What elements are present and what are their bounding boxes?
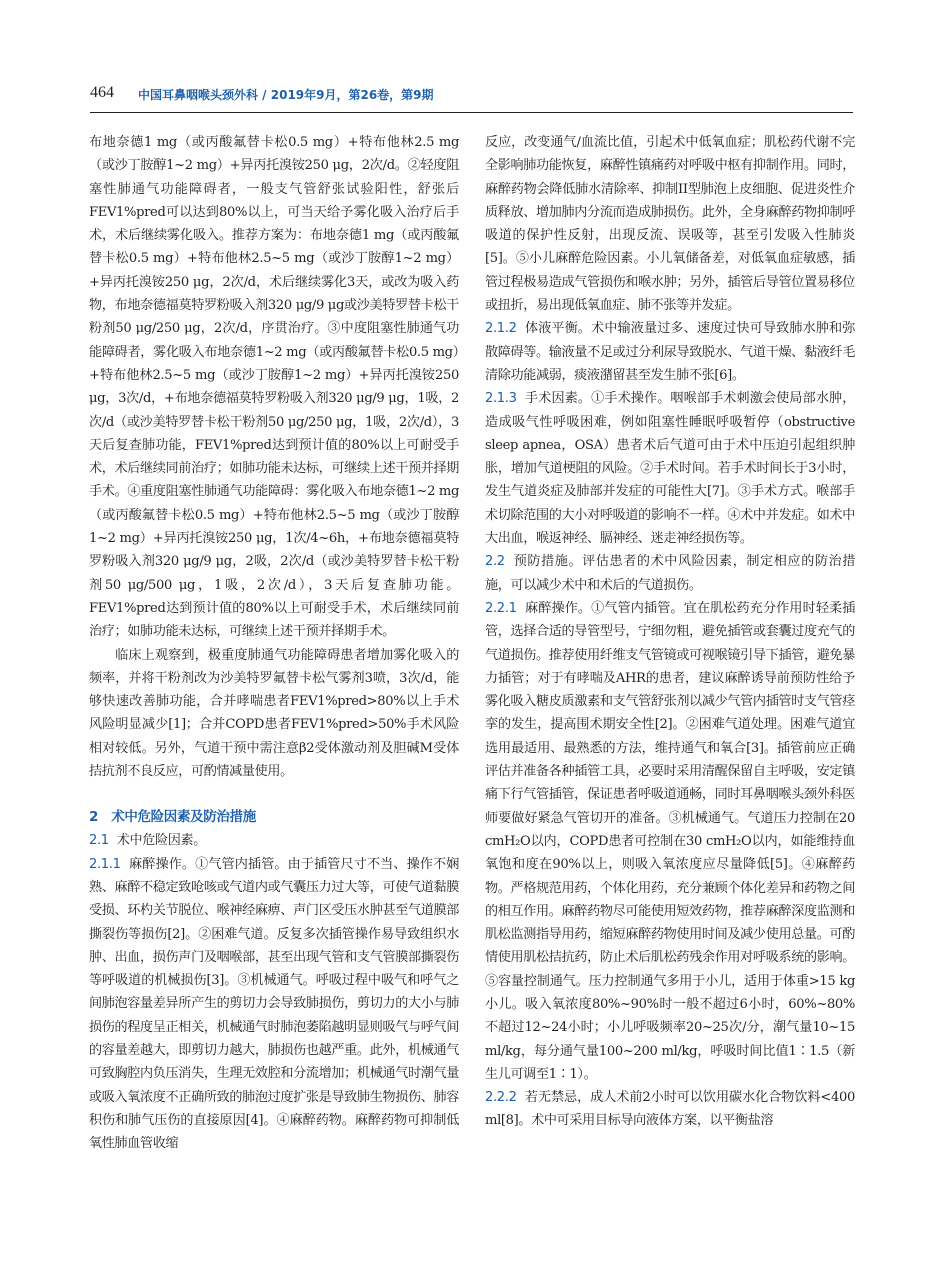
- subsection-text: 体液平衡。术中输液量过多、速度过快可导致肺水肿和弥散障碍等。输液量不足或过分利尿导致脱水、气道干燥、黏液纤毛清除功能减弱，痰液潴留甚至发生肺不张[6]。: [485, 321, 855, 383]
- subsection-number: 2.1: [89, 833, 109, 849]
- left-column: [89, 131, 459, 1155]
- subsection-number: 2.1.3: [485, 391, 517, 407]
- subsection-text: 麻醉操作。①气管内插管。宜在肌松药充分作用时轻柔插管，选择合适的导管型号，宁细勿粗，避免插管或套囊过度充气的气道损伤。推荐使用纤维支气管镜或可视喉镜引导下插管，避免暴力插管；对于有哮喘及AHR的患者，建议麻醉诱导前预防性给予雾化吸入糖皮质激素和支气管舒张剂以减少气管内插管时支气管痉挛的发生，提高围术期安全性[2]。②困难气道处理。困难气道宜选用最适用、最熟悉的方法，维持通气和氧合[3]。插管前应正确评估并准备各种插管工具，必要时采用清醒保留自主呼吸，安定镇痛下行气管插管，保证患者呼吸道通畅，同时耳鼻咽喉头颈外科医师要做好紧急气管切开的准备。③机械通气。气道压力控制在20 cmH₂O以内，COPD患者可控制在30 cmH₂O以内，如能维持血氧饱和度在90%以上，则吸入氧浓度应尽量降低[5]。④麻醉药物。严格规范用药，个体化用药，充分兼顾个体化差异和药物之间的相互作用。麻醉药物尽可能使用短效药物，推荐麻醉深度监测和肌松监测指导用药，缩短麻醉药物使用时间及减少使用总量。可酌情使用肌松拮抗药，防止术后肌松药残余作用对呼吸系统的影响。⑤容量控制通气。压力控制通气多用于小儿，适用于体重>15 kg小儿。吸入氧浓度80%~90%时一般不超过6小时，60%~80%不超过12~24小时；小儿呼吸频率20~25次/分，潮气量10~15 ml/kg，每分通气量100~200 ml/kg，呼吸时间比值1∶1.5（新生儿可调至1∶1）。: [485, 600, 855, 1082]
- paragraph-anesthesia-continued: 反应，改变通气/血流比值，引起术中低氧血症；肌松药代谢不完全影响肺功能恢复，麻醉性镇痛药对呼吸中枢有抑制作用。同时，麻醉药物会降低肺水清除率、抑制II型肺泡上皮细胞、促进炎性介质释放、增加肺内分流而造成肺损伤。此外，全身麻醉药物抑制呼吸道的保护性反射，出现反流、误吸等，甚至引发吸入性肺炎[5]。⑤小儿麻醉危险因素。小儿氧储备差，对低氧血症敏感，插管过程极易造成气管损伤和喉水肿；另外，插管后导管位置易移位或扭折，易出现低氧血症、肺不张等并发症。: [485, 135, 855, 314]
- subsection-2-1-3: [485, 387, 855, 550]
- subsection-2-2-1: [485, 597, 855, 1086]
- subsection-number: 2.2.1: [485, 600, 517, 616]
- subsection-text: 术中危险因素。: [116, 833, 206, 849]
- subsection-2-1: [89, 829, 459, 852]
- subsection-text: 若无禁忌，成人术前2小时可以饮用碳水化合物饮料<400 ml[8]。术中可采用目标导向液体方案，以平衡盐溶: [485, 1090, 855, 1129]
- header-rule: [90, 112, 853, 113]
- paragraph-intervention-regimens: 布地奈德1 mg（或丙酸氟替卡松0.5 mg）+特布他林2.5 mg（或沙丁胺醇1~2 mg）+异丙托溴铵250 μg，2次/d。②轻度阻塞性肺通气功能障碍者，一般支气管舒张试验阳性，舒张后FEV1%pred可以达到80%以上，可当天给予雾化吸入治疗后手术，术后继续雾化吸入。推荐方案为：布地奈德1 mg（或丙酸氟替卡松0.5 mg）+特布他林2.5~5 mg（或沙丁胺醇1~2 mg）+异丙托溴铵250 μg，2次/d，术后继续雾化3天，或改为吸入药物，布地奈德福莫特罗粉吸入剂320 μg/9 μg或沙美特罗替卡松干粉剂50 μg/250 μg，2次/d，序贯治疗。③中度阻塞性肺通气功能障碍者，雾化吸入布地奈德1~2 mg（或丙酸氟替卡松0.5 mg）+特布他林2.5~5 mg（或沙丁胺醇1~2 mg）+异丙托溴铵250 μg，3次/d，+布地奈德福莫特罗粉吸入剂320 μg/9 μg，1吸，2次/d（或沙美特罗替卡松干粉剂50 μg/250 μg，1吸，2次/d），3天后复查肺功能，FEV1%pred达到预计值的80%以上可耐受手术，术后继续同前治疗；如肺功能未达标，可继续上述干预并择期手术。④重度阻塞性肺通气功能障碍：雾化吸入布地奈德1~2 mg（或丙酸氟替卡松0.5 mg）+特布他林2.5~5 mg（或沙丁胺醇1~2 mg）+异丙托溴铵250 μg，1次/4~6h，+布地奈德福莫特罗粉吸入剂320 μg/9 μg，2吸，2次/d（或沙美特罗替卡松干粉剂50 μg/500 μg，1吸，2次/d），3天后复查肺功能。FEV1%pred达到预计值的80%以上可耐受手术，术后继续同前治疗；如肺功能未达标，可继续上述干预并择期手术。: [89, 135, 459, 640]
- subsection-2-2-2: [485, 1086, 855, 1133]
- subsection-text: 手术因素。①手术操作。咽喉部手术刺激会使局部水肿，造成吸气性呼吸困难，例如阻塞性睡眠呼吸暂停（obstructive sleep apnea，OSA）患者术后气道可由于术中压迫引起组织肿胀，增加气道梗阻的风险。②手术时间。若手术时间长于3小时，发生气道炎症及肺部并发症的可能性大[7]。③手术方式。喉部手术切除范围的大小对呼吸道的影响不一样。④术中并发症。如术中大出血，喉返神经、膈神经、迷走神经损伤等。: [485, 391, 855, 547]
- subsection-number: 2.1.1: [89, 856, 121, 872]
- page-number: 464: [90, 84, 114, 101]
- subsection-2-2: [485, 550, 855, 597]
- subsection-number: 2.1.2: [485, 321, 517, 337]
- subsection-2-1-2: [485, 317, 855, 387]
- journal-title: 中国耳鼻咽喉头颈外科 / 2019年9月，第26卷，第9期: [138, 88, 434, 102]
- subsection-number: 2.2.2: [485, 1090, 517, 1106]
- subsection-text: 麻醉操作。①气管内插管。由于插管尺寸不当、操作不娴熟、麻醉不稳定致呛咳或气道内或气囊压力过大等，可使气道黏膜受损、环杓关节脱位、喉神经麻痹、声门区受压水肿甚至气道膜部撕裂伤等损伤[2]。②困难气道。反复多次插管操作易导致组织水肿、出血，损伤声门及咽喉部，甚至出现气管和支气管膜部撕裂伤等呼吸道的机械损伤[3]。③机械通气。呼吸过程中吸气和呼气之间肺泡容量差异所产生的剪切力会导致肺损伤，剪切力的大小与肺损伤的程度呈正相关，机械通气时肺泡萎陷越明显则吸气与呼气间的容量差越大，即剪切力越大，肺损伤也越严重。此外，机械通气可致胸腔内负压消失，生理无效腔和分流增加；机械通气时潮气量或吸入氧浓度不正确所致的肺泡过度扩张是导致肺生物损伤、肺容积伤和肺气压伤的直接原因[4]。④麻醉药物。麻醉药物可抑制低氧性肺血管收缩: [89, 856, 459, 1152]
- subsection-text: 预防措施。评估患者的术中风险因素，制定相应的防治措施，可以减少术中和术后的气道损伤。: [485, 554, 855, 593]
- running-header: [90, 84, 853, 110]
- section-2-heading: 2 术中危险因素及防治措施: [89, 809, 256, 826]
- subsection-number: 2.2: [485, 554, 505, 570]
- paragraph-clinical-observation: 临床上观察到，极重度肺通气功能障碍患者增加雾化吸入的频率，并将干粉剂改为沙美特罗氟替卡松气雾剂3喷，3次/d，能够快速改善肺功能，合并哮喘患者FEV1%pred>80%以上手术风险明显减少[1]；合并COPD患者FEV1%pred>50%手术风险相对较低。另外，气道干预中需注意β2受体激动剂及胆碱M受体拮抗剂不良反应，可酌情减量使用。: [89, 647, 459, 780]
- right-column: [485, 131, 855, 1133]
- subsection-2-1-1: [89, 853, 459, 1156]
